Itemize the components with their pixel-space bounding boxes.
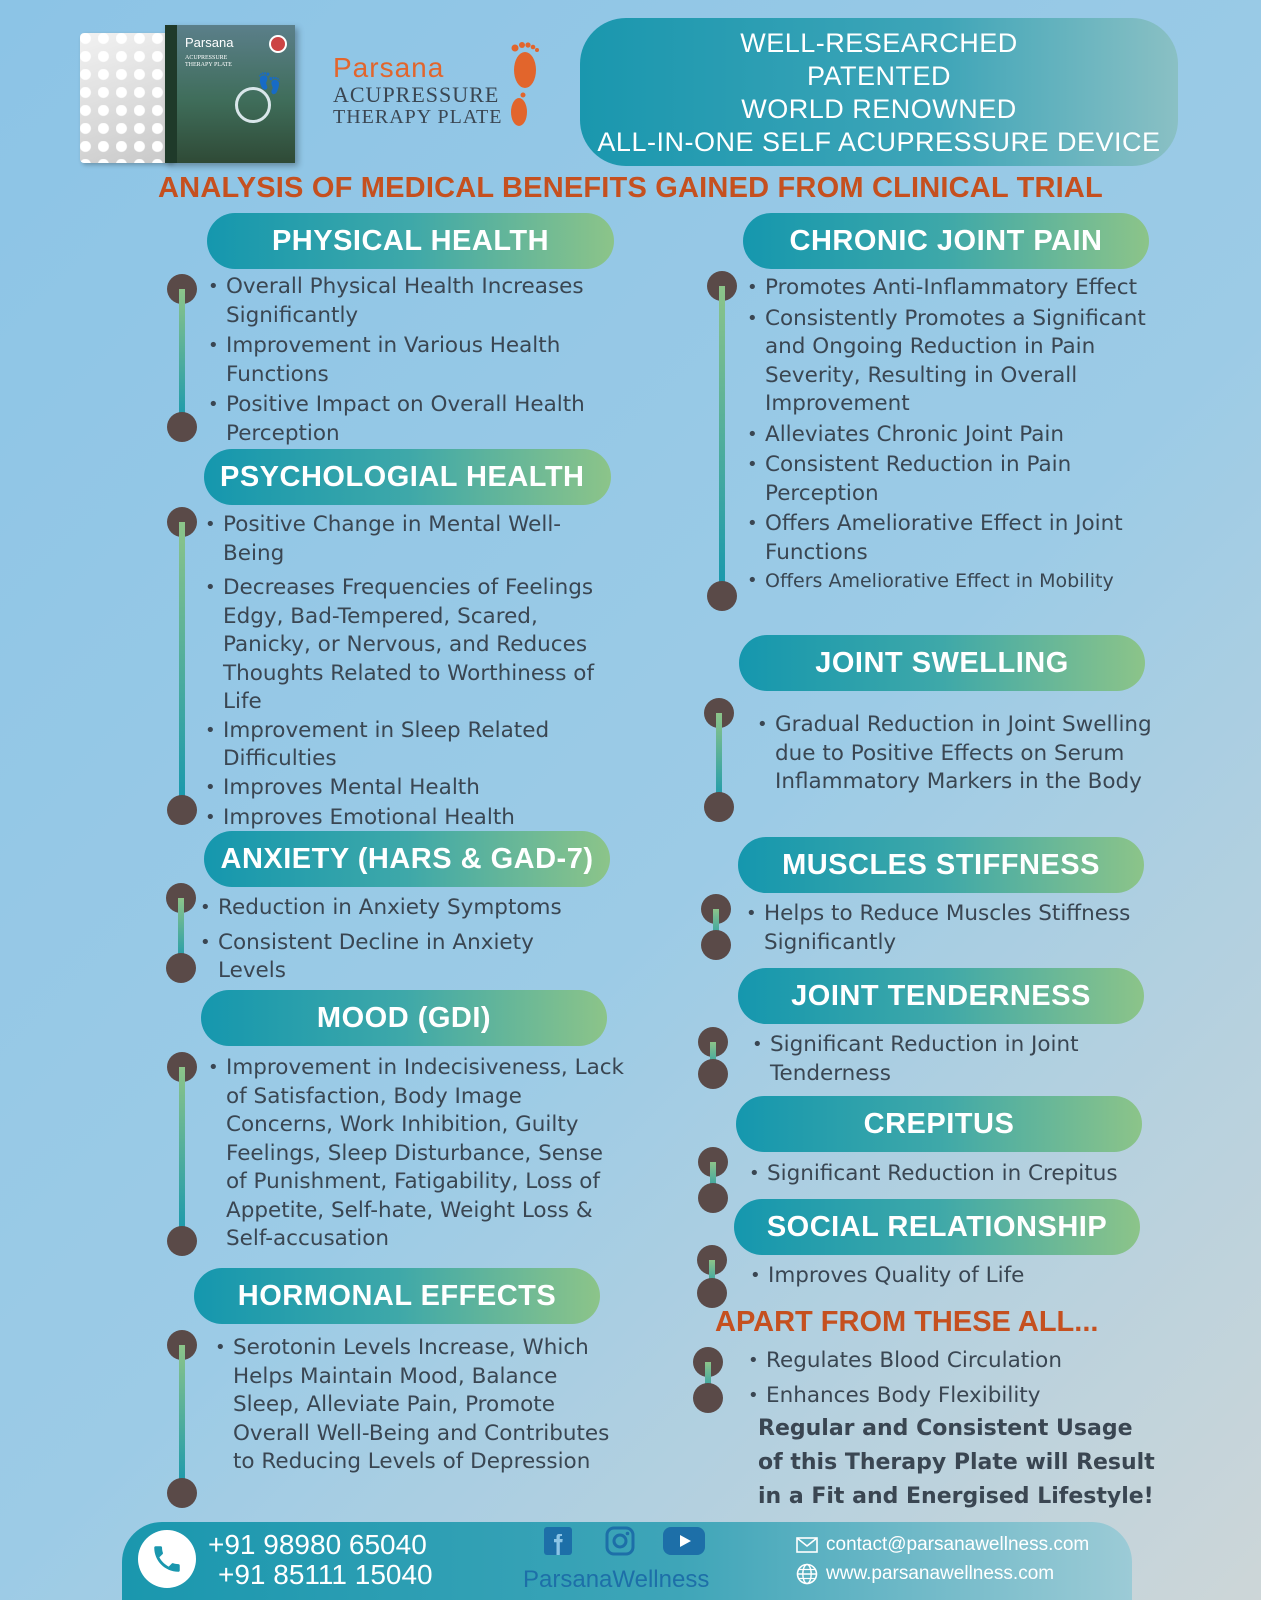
list-chronic-joint-pain — [747, 274, 1159, 598]
list-item: • Improvement in Various Health Functions — [208, 332, 608, 389]
section-title-physical-health: PHYSICAL HEALTH — [207, 213, 614, 269]
section-title-psychological-health: PSYCHOLOGIAL HEALTH — [204, 449, 611, 505]
globe-icon — [796, 1563, 818, 1585]
list-item: • Improvement in Indecisiveness, Lack of Satisfaction, Body Image Concerns, Work Inhibition, Guilty Feelings, Sleep Disturbance, Sense of Punishment, Fatigability, Loss of Appetite, Self-hate, Weight Loss & Self-accusation — [208, 1054, 628, 1254]
section-title-joint-tenderness: JOINT TENDERNESS — [738, 968, 1144, 1024]
email-link[interactable]: contact@parsanawellness.com — [826, 1534, 1090, 1555]
brand-line-2: THERAPY PLATE — [333, 106, 503, 128]
acupressure-plate-image — [80, 33, 172, 163]
box-brand: Parsana — [185, 35, 234, 50]
list-physical-health — [208, 273, 608, 450]
footprint-icon — [507, 40, 543, 130]
phone-numbers — [208, 1530, 433, 1590]
list-item: • Consistent Decline in Anxiety Levels — [200, 929, 600, 986]
seal-icon — [269, 35, 287, 53]
section-title-mood: MOOD (GDI) — [201, 990, 607, 1046]
timeline-swelling — [704, 698, 734, 822]
social-icons — [520, 1525, 730, 1561]
list-item: • Decreases Frequencies of Feelings Edgy, Bad-Tempered, Scared, Panicky, or Nervous, and Reduces Thoughts Related to Worthiness of Life — [205, 574, 600, 717]
social-handle[interactable]: ParsanaWellness — [523, 1566, 710, 1593]
brand-line-1: ACUPRESSURE — [333, 82, 500, 107]
list-joint-swelling — [757, 711, 1157, 799]
list-item: • Consistently Promotes a Significant and Ongoing Reduction in Pain Severity, Resulting in Overall Improvement — [747, 305, 1159, 419]
list-item: • Offers Ameliorative Effect in Mobility — [747, 567, 1159, 596]
brand-name: Parsana — [333, 52, 445, 83]
contact-info — [796, 1530, 1089, 1588]
phone-number[interactable]: +91 98980 65040 — [208, 1529, 427, 1560]
section-title-joint-swelling: JOINT SWELLING — [739, 635, 1145, 691]
product-image — [80, 25, 295, 163]
phone-icon — [138, 1530, 196, 1588]
list-anxiety — [200, 894, 600, 988]
list-crepitus — [749, 1160, 1159, 1191]
section-title-hormonal-effects: HORMONAL EFFECTS — [194, 1268, 600, 1324]
timeline-anxiety — [166, 883, 196, 983]
website-link[interactable]: www.parsanawellness.com — [826, 1563, 1055, 1584]
product-box-image — [165, 25, 295, 163]
phone-number[interactable]: +91 85111 15040 — [218, 1559, 433, 1590]
section-title-social-relationship: SOCIAL RELATIONSHIP — [734, 1199, 1140, 1255]
list-item: • Regulates Blood Circulation — [748, 1347, 1148, 1376]
list-item: • Reduction in Anxiety Symptoms — [200, 894, 600, 923]
apart-title: APART FROM THESE ALL... — [715, 1306, 1099, 1338]
list-item: • Serotonin Levels Increase, Which Helps Maintain Mood, Balance Sleep, Alleviate Pain, Promote Overall Well-Being and Contributes to Reducing Levels of Depression — [215, 1334, 615, 1477]
banner-line: PATENTED — [806, 61, 951, 91]
closing-statement: Regular and Consistent Usage of this Therapy Plate will Result in a Fit and Energised Lifestyle! — [758, 1416, 1155, 1509]
facebook-icon[interactable] — [542, 1525, 574, 1557]
list-item: • Significant Reduction in Crepitus — [749, 1160, 1159, 1189]
timeline-social — [697, 1245, 727, 1308]
feet-icon: 👣 — [257, 71, 282, 95]
banner-line: ALL-IN-ONE SELF ACUPRESSURE DEVICE — [597, 127, 1161, 157]
list-item: • Overall Physical Health Increases Significantly — [208, 273, 608, 330]
timeline-apart — [693, 1347, 723, 1413]
list-item: • Improvement in Sleep Related Difficulties — [205, 717, 600, 774]
claims-banner — [580, 18, 1178, 166]
list-mood — [208, 1054, 628, 1256]
list-item: • Positive Change in Mental Well-Being — [205, 511, 600, 568]
banner-line: WELL-RESEARCHED — [740, 28, 1018, 58]
list-item: • Positive Impact on Overall Health Perception — [208, 391, 608, 448]
list-item: • Offers Ameliorative Effect in Joint Functions — [747, 510, 1159, 567]
list-item: • Improves Mental Health — [205, 774, 600, 803]
banner-line: WORLD RENOWNED — [741, 94, 1017, 124]
list-item: • Enhances Body Flexibility — [748, 1382, 1148, 1411]
timeline-psychological — [167, 507, 197, 825]
list-item: • Alleviates Chronic Joint Pain — [747, 421, 1159, 450]
timeline-tenderness — [698, 1027, 728, 1089]
list-item: • Significant Reduction in Joint Tenderness — [752, 1031, 1152, 1088]
youtube-icon[interactable] — [662, 1525, 706, 1557]
list-joint-tenderness — [752, 1031, 1152, 1090]
section-title-chronic-joint-pain: CHRONIC JOINT PAIN — [743, 213, 1149, 269]
timeline-physical — [167, 274, 197, 442]
list-item: • Gradual Reduction in Joint Swelling due to Positive Effects on Serum Inflammatory Markers in the Body — [757, 711, 1157, 797]
list-item: • Helps to Reduce Muscles Stiffness Significantly — [746, 900, 1156, 957]
list-item: • Improves Quality of Life — [750, 1262, 1150, 1291]
list-social-relationship — [750, 1262, 1150, 1293]
section-title-crepitus: CREPITUS — [736, 1096, 1142, 1152]
timeline-crepitus — [698, 1147, 728, 1213]
instagram-icon[interactable] — [604, 1525, 636, 1557]
mail-icon — [796, 1537, 818, 1553]
list-psychological-health — [205, 511, 600, 835]
section-title-anxiety: ANXIETY (HARS & GAD-7) — [204, 831, 610, 887]
timeline-mood — [167, 1052, 197, 1256]
box-subtitle: ACUPRESSURE THERAPY PLATE — [185, 55, 232, 68]
timeline-stiffness — [701, 894, 731, 960]
list-item: • Improves Emotional Health — [205, 804, 600, 833]
list-item: • Promotes Anti-Inflammatory Effect — [747, 274, 1159, 303]
section-title-muscles-stiffness: MUSCLES STIFFNESS — [738, 837, 1144, 893]
list-hormonal-effects — [215, 1334, 615, 1479]
main-title: ANALYSIS OF MEDICAL BENEFITS GAINED FROM CLINICAL TRIAL — [158, 172, 1103, 204]
list-apart — [748, 1347, 1148, 1412]
list-muscles-stiffness — [746, 900, 1156, 959]
timeline-chronic — [707, 271, 737, 611]
list-item: • Consistent Reduction in Pain Perception — [747, 451, 1159, 508]
timeline-hormonal — [167, 1330, 197, 1508]
